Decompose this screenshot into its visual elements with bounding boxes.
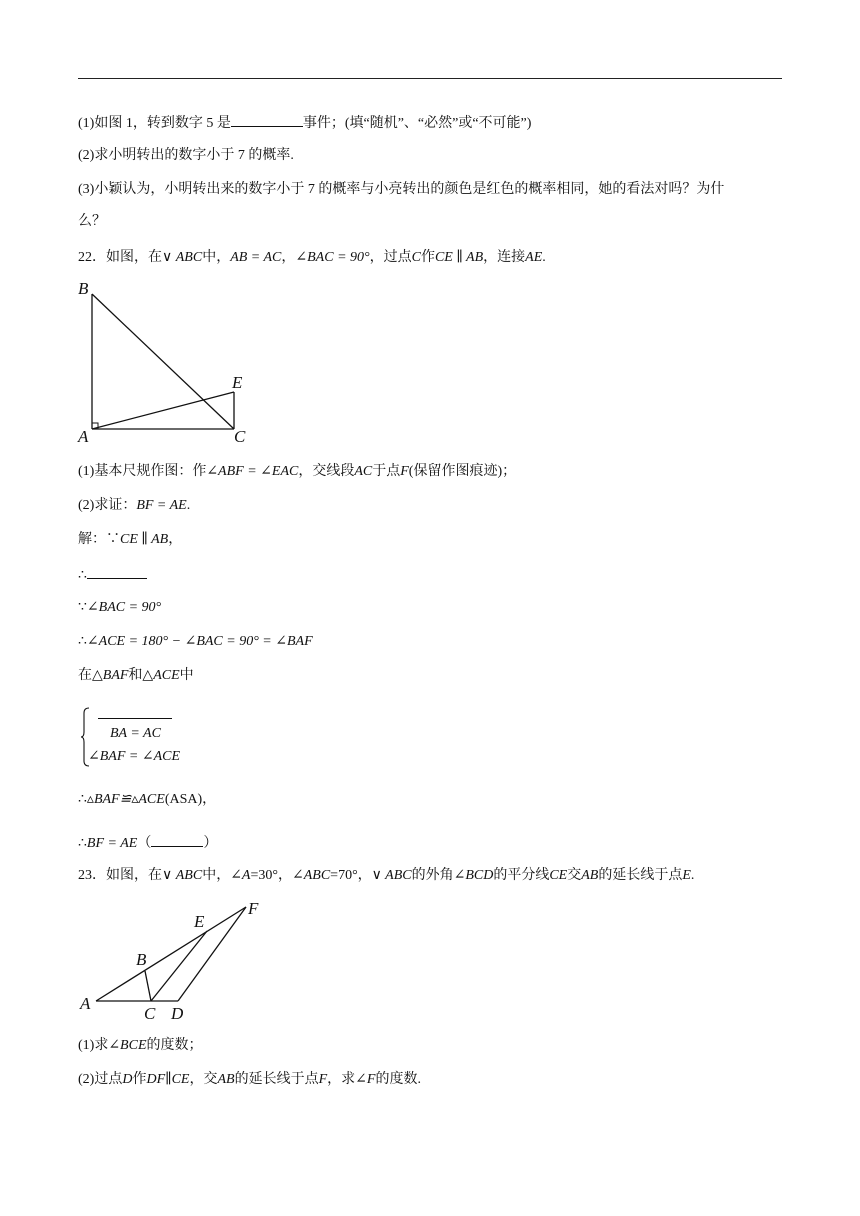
q22-solution-step6 bbox=[78, 790, 216, 810]
q22-stem-text-2: 中， bbox=[202, 250, 231, 265]
system-line-1 bbox=[98, 704, 172, 726]
q22-part1 bbox=[78, 462, 516, 482]
q22-stem-comma: ， bbox=[281, 250, 296, 265]
q23-stem-value-1: =30°， bbox=[250, 868, 292, 883]
label-b: B bbox=[136, 950, 147, 969]
q22-part1-angle: ∠ABF = ∠EAC bbox=[206, 464, 299, 479]
q21-part3: (3)小颖认为，小明转出来的数字小于 7 的概率与小亮转出的颜色是红色的概率相同，她的看法对吗？为什 bbox=[78, 182, 725, 197]
q23-stem-angle-bcd: ∠BCD bbox=[453, 868, 494, 883]
system-line-2: BA = AC bbox=[110, 726, 161, 741]
q23-stem-text-5: 交 bbox=[567, 868, 582, 883]
q22-part1-point: F bbox=[400, 464, 409, 479]
q23-part2-text-4: 的延长线于点 bbox=[234, 1072, 319, 1087]
q23-stem-ab: AB bbox=[581, 868, 599, 883]
step5-triangle-1: △BAF bbox=[92, 668, 129, 683]
q23-figure bbox=[70, 895, 300, 1025]
step4-math: ∠ACE = 180° − ∠BAC = 90° = ∠BAF bbox=[86, 634, 313, 649]
q23-stem-period: . bbox=[690, 868, 695, 883]
q23-part2-text-2: 作 bbox=[132, 1072, 147, 1087]
q22-figure bbox=[70, 278, 270, 448]
q22-solution-step7 bbox=[78, 832, 217, 854]
system-line-3: ∠BAF = ∠ACE bbox=[88, 749, 181, 764]
step7-math: BF = AE bbox=[86, 836, 138, 851]
q21-part1-text-2: 事件；(填“随机”、“必然”或“不可能”) bbox=[302, 116, 532, 131]
q22-stem-cond4: AE bbox=[525, 250, 543, 265]
q23-part2-ab: AB bbox=[217, 1072, 235, 1087]
step5-triangle-2: △ACE bbox=[142, 668, 180, 683]
step3-math: ∠BAC = 90° bbox=[86, 600, 162, 615]
q23-part2-parallel: DF∥CE bbox=[146, 1072, 190, 1087]
q23-stem-ce: CE bbox=[549, 868, 568, 883]
step6-reason: (ASA) bbox=[164, 792, 203, 807]
segment-bc bbox=[92, 294, 234, 429]
label-a: A bbox=[78, 427, 89, 446]
q22-stem-point: C bbox=[411, 250, 421, 265]
step1-text: 解：∵ bbox=[78, 532, 120, 547]
q23-part2-point-f: F bbox=[318, 1072, 328, 1087]
q23-stem-text-6: 的延长线于点 bbox=[598, 868, 683, 883]
q23-part1-text: (1)求 bbox=[78, 1038, 109, 1053]
label-c: C bbox=[234, 427, 246, 446]
q23-part1-angle: ∠BCE bbox=[108, 1038, 147, 1053]
q23-stem-text-4: 的平分线 bbox=[493, 868, 550, 883]
q23-stem-angle-a: ∠A bbox=[230, 868, 251, 883]
step6-congruence: ▵BAF≌▵ACE bbox=[86, 792, 165, 807]
segment-ae bbox=[92, 392, 234, 429]
q22-stem-text-3: ，过点 bbox=[369, 250, 412, 265]
label-b: B bbox=[78, 279, 89, 298]
q22-stem-text: 22．如图，在 bbox=[78, 250, 162, 265]
q23-part1 bbox=[78, 1036, 203, 1056]
q23-stem-triangle-2: ∨ ABC bbox=[371, 868, 412, 883]
q23-stem-value-2: =70°， bbox=[330, 868, 372, 883]
q22-stem-cond1: AB = AC bbox=[230, 250, 282, 265]
label-f: F bbox=[248, 899, 259, 918]
segment-af bbox=[96, 907, 246, 1001]
step5-text-3: 中 bbox=[179, 668, 194, 683]
q22-part1-text-4: (保留作图痕迹)； bbox=[408, 464, 517, 479]
q23-stem bbox=[78, 866, 694, 886]
q22-part1-text-3: 于点 bbox=[372, 464, 401, 479]
segment-bc bbox=[145, 971, 151, 1001]
q23-stem-text-3: 的外角 bbox=[411, 868, 454, 883]
step2-therefore: ∴ bbox=[78, 568, 87, 583]
q23-part2-point-d: D bbox=[122, 1072, 133, 1087]
label-a: A bbox=[80, 994, 91, 1013]
step6-comma: ， bbox=[202, 792, 217, 807]
step1-math: CE ∥ AB bbox=[120, 532, 169, 547]
q22-part1-segment: AC bbox=[354, 464, 373, 479]
step7-paren-open: （ bbox=[137, 836, 152, 851]
answer-blank bbox=[98, 704, 172, 719]
header-rule bbox=[78, 78, 782, 79]
q22-stem-triangle: ∨ ABC bbox=[162, 250, 203, 265]
q23-part2 bbox=[78, 1070, 421, 1090]
q22-part1-text-2: ，交线段 bbox=[298, 464, 355, 479]
q23-part1-text-2: 的度数； bbox=[146, 1038, 203, 1053]
step7-paren-close: ） bbox=[203, 836, 218, 851]
q22-stem-cond2: ∠BAC = 90° bbox=[295, 250, 370, 265]
step4-therefore: ∴ bbox=[78, 634, 87, 649]
answer-blank bbox=[151, 832, 203, 847]
q23-part2-angle-f: ∠F bbox=[355, 1072, 376, 1087]
q22-stem-period: . bbox=[542, 250, 546, 265]
step7-therefore: ∴ bbox=[78, 836, 87, 851]
q22-solution-step2 bbox=[78, 564, 147, 586]
step5-text: 在 bbox=[78, 668, 92, 683]
q23-stem-text: 23．如图，在 bbox=[78, 868, 162, 883]
q22-stem-text-5: ，连接 bbox=[483, 250, 526, 265]
q23-part2-text-5: ，求 bbox=[327, 1072, 356, 1087]
q22-part2-text: (2)求证： bbox=[78, 498, 137, 513]
step3-because: ∵ bbox=[78, 600, 87, 615]
label-e: E bbox=[232, 373, 243, 392]
q23-part2-text-3: ，交 bbox=[189, 1072, 218, 1087]
q21-part1 bbox=[78, 112, 531, 134]
label-c: C bbox=[144, 1004, 156, 1023]
q23-part2-text: (2)过点 bbox=[78, 1072, 123, 1087]
segment-ce bbox=[151, 931, 207, 1001]
q22-solution-step5 bbox=[78, 666, 194, 686]
q22-stem-cond3: CE ∥ AB bbox=[434, 250, 484, 265]
q23-stem-triangle: ∨ ABC bbox=[162, 868, 203, 883]
answer-blank bbox=[231, 112, 303, 127]
q22-stem bbox=[78, 248, 546, 268]
answer-blank bbox=[87, 564, 147, 579]
step6-therefore: ∴ bbox=[78, 792, 87, 807]
step5-text-2: 和 bbox=[128, 668, 143, 683]
q23-part2-text-6: 的度数. bbox=[375, 1072, 421, 1087]
q22-part2 bbox=[78, 496, 190, 516]
q22-part1-text: (1)基本尺规作图：作 bbox=[78, 464, 207, 479]
q22-stem-text-4: 作 bbox=[420, 250, 435, 265]
q23-stem-angle-abc: ∠ABC bbox=[292, 868, 331, 883]
q23-stem-text-2: 中， bbox=[202, 868, 231, 883]
q21-part3-cont: 么？ bbox=[78, 214, 106, 229]
q22-part2-period: . bbox=[186, 498, 191, 513]
q23-stem-e: E bbox=[682, 868, 691, 883]
label-e: E bbox=[194, 912, 205, 931]
q21-part2: (2)求小明转出的数字小于 7 的概率. bbox=[78, 148, 294, 163]
q22-solution-step3 bbox=[78, 598, 161, 618]
label-d: D bbox=[171, 1004, 184, 1023]
q21-part1-text: (1)如图 1，转到数字 5 是 bbox=[78, 116, 231, 131]
q22-solution-step4 bbox=[78, 632, 313, 652]
q22-solution-step1 bbox=[78, 530, 182, 550]
step1-comma: ， bbox=[168, 532, 183, 547]
q22-part2-claim: BF = AE bbox=[136, 498, 187, 513]
